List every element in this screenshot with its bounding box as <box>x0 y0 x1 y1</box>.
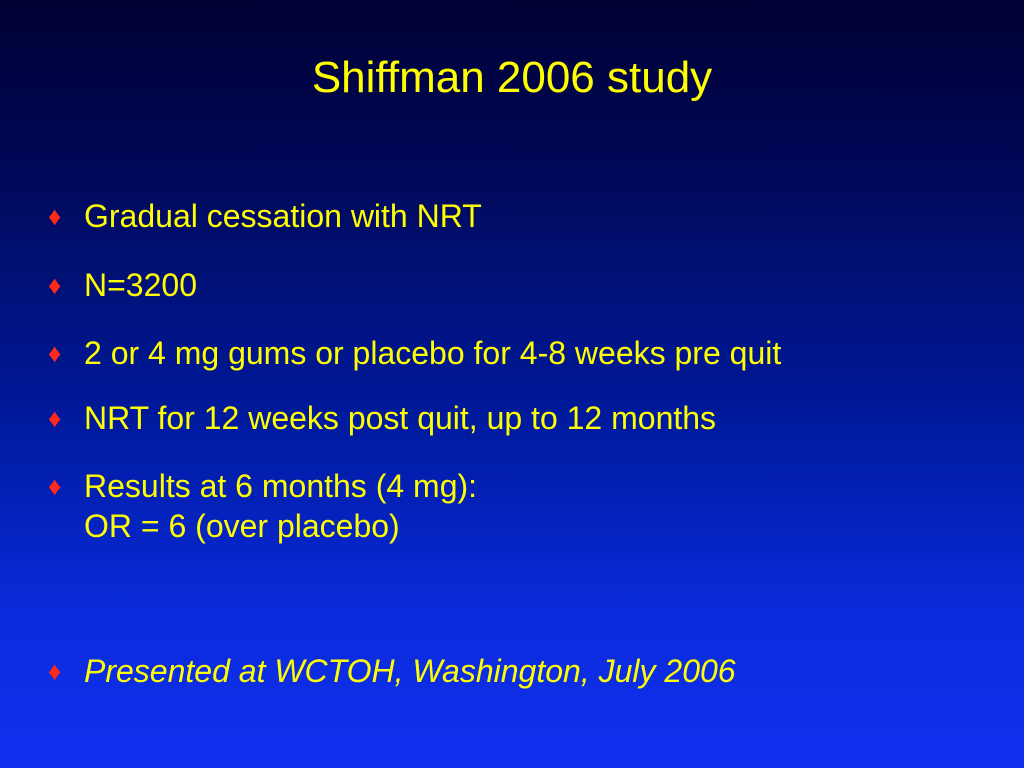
bullet-text: N=3200 <box>84 267 197 303</box>
bullet-item <box>48 398 716 438</box>
bullet-text: Presented at WCTOH, Washington, July 2006 <box>84 653 736 689</box>
bullet-text: Results at 6 months (4 mg): <box>84 468 478 504</box>
bullet-text: Gradual cessation with NRT <box>84 198 482 234</box>
diamond-bullet-icon: ♦ <box>48 403 62 433</box>
diamond-bullet-icon: ♦ <box>48 201 62 231</box>
bullet-item <box>48 333 781 373</box>
diamond-bullet-icon: ♦ <box>48 338 62 368</box>
diamond-bullet-icon: ♦ <box>48 656 62 686</box>
slide-title: Shiffman 2006 study <box>311 53 713 102</box>
diamond-bullet-icon: ♦ <box>48 270 62 300</box>
bullet-text-block <box>84 466 477 546</box>
bullet-item <box>48 466 477 546</box>
bullet-item <box>48 265 197 305</box>
bullet-text: NRT for 12 weeks post quit, up to 12 months <box>84 400 717 436</box>
bullet-item-citation <box>48 651 736 691</box>
diamond-bullet-icon: ♦ <box>48 471 62 501</box>
bullet-item <box>48 196 482 236</box>
bullet-continuation-text: OR = 6 (over placebo) <box>84 508 400 544</box>
bullet-text: 2 or 4 mg gums or placebo for 4-8 weeks pre quit <box>84 335 782 371</box>
